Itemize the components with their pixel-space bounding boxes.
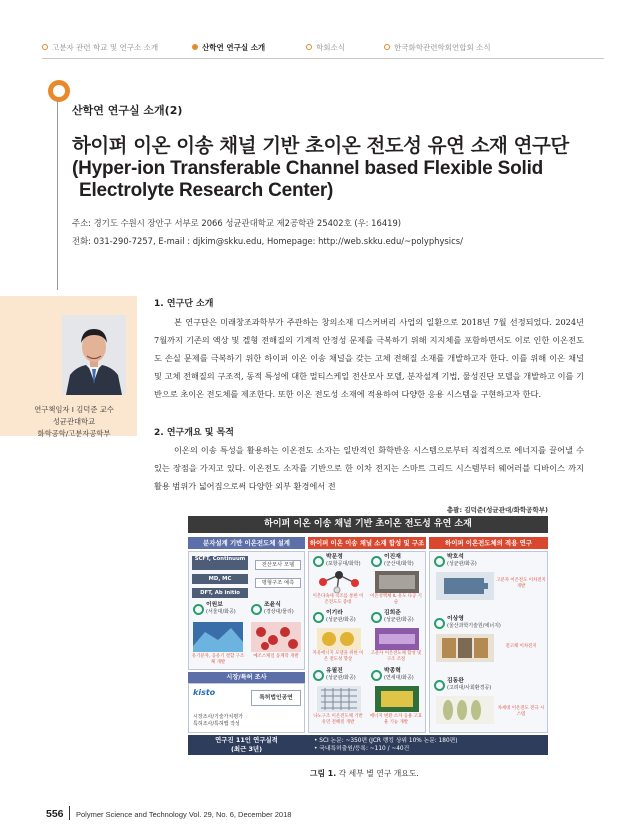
column-head-design: 분자설계 기반 이온전도체 설계	[188, 537, 305, 549]
portrait-image-icon	[62, 315, 126, 395]
synthesis-panel	[308, 551, 426, 733]
researcher-org: (경상대/물리)	[264, 609, 294, 615]
researcher-note: 전고체 이차전지	[505, 644, 537, 649]
column-head-application: 하이퍼 이온전도체의 적용 연구	[429, 537, 548, 549]
nav-divider	[42, 58, 604, 59]
researcher-name: 이상영	[447, 616, 464, 622]
nav-item-schools[interactable]: 고분자 관련 학교 및 연구소 소개	[42, 42, 158, 53]
researcher-icon	[371, 556, 382, 567]
researcher-name: 이기라	[326, 610, 343, 616]
researcher-note: 고분자 이온전도체 합성 및 구조 조절	[370, 651, 422, 662]
researcher-note: 이온성액체 IL 유도 다공 기술	[370, 594, 422, 605]
researcher-note: 에너지 변환 소자 응용 고효율 기능 개발	[369, 714, 423, 725]
researcher-org: (성균관/화공)	[326, 675, 356, 681]
figure-banner: 하이퍼 이온 이송 채널 기반 초이온 전도성 유연 소재	[188, 516, 548, 533]
circle-bullet-icon	[42, 44, 48, 50]
summary-left	[188, 736, 305, 754]
summary-papers: • SCI 논문: ~350편 (JCR 랭킹 상위 10% 논문: 180편)	[314, 738, 458, 744]
sim-box-scft: SCFT, Continuum	[192, 556, 248, 570]
footer-divider	[69, 806, 70, 820]
circle-bullet-icon	[384, 44, 390, 50]
researcher-org: (성균관/화공)	[384, 617, 414, 623]
researcher-name: 조윤식	[264, 602, 281, 608]
patent-firm-logo: 특허법인공연	[251, 690, 301, 706]
market-panel	[188, 683, 305, 733]
molecule-illustration	[317, 571, 361, 593]
researcher-icon	[313, 670, 324, 681]
research-overview-figure	[188, 495, 548, 765]
address-line: 주소: 경기도 수원시 장안구 서부로 2066 성균관대학교 제2공학관 25402호 (우: 16419)	[72, 218, 402, 228]
portrait-photo	[62, 315, 126, 395]
researcher-icon	[434, 556, 445, 567]
column-head-synthesis: 하이퍼 이온 이송 채널 소재 합성 및 구조	[309, 539, 425, 547]
researcher-note: 나노구조 이온전도체 기반 유연 전해질 개발	[313, 714, 363, 725]
circle-bullet-icon	[306, 44, 312, 50]
application-panel	[429, 551, 548, 733]
title-english-line2: Electrolyte Research Center)	[79, 180, 334, 201]
researcher-name: 이진재	[384, 554, 401, 560]
page-number: 556	[46, 808, 64, 820]
researcher-note: 자유에너지 모델을 위한 이온 전도성 향상	[312, 651, 364, 662]
researcher-icon	[313, 612, 324, 623]
device-illustration	[375, 686, 419, 712]
researcher-org: (성균관/화공)	[326, 617, 356, 623]
researcher-org: (군산대/화학)	[384, 561, 414, 567]
section-body-overview: 이온의 이송 특성을 활용하는 이온전도 소자는 일반적인 화학반응 시스템으로부터 직접적으로 에너지를 끌어낼 수 있는 장점을 가지고 있다. 이온전도 소자를 기반으로 한 이차 전지는 스마트 그리드 시스템부터 웨어러블 디바이스 까지 활용 범위가 넓어짐으로써 다양한 외부 환경에서 전	[154, 445, 584, 491]
electrode-illustration	[436, 696, 494, 724]
sim-label-model: 전산모사 모델	[255, 560, 301, 570]
person-affiliation1: 성균관대학교	[52, 417, 96, 426]
page-title-english	[72, 158, 543, 202]
contact-line: 전화: 031-290-7257, E-mail : djkim@skku.edu, Homepage: http://web.skku.edu/~polyphysics/	[72, 236, 463, 246]
journal-footer: Polymer Science and Technology Vol. 29, No. 6, December 2018	[76, 810, 292, 819]
nav-item-lab-intro[interactable]: 산학연 연구실 소개	[192, 42, 265, 53]
nav-item-federation-news[interactable]: 한국화학관련학회연합회 소식	[384, 42, 491, 53]
researcher-org: (성균관/화공)	[447, 561, 477, 567]
researcher-icon	[313, 556, 324, 567]
person-caption	[14, 404, 134, 440]
researcher-note: 메조스케일 동계학 개발	[253, 654, 299, 659]
membrane-structure-illustration	[193, 622, 243, 652]
header-rule	[57, 100, 58, 290]
kisto-logo: kisto	[193, 688, 216, 697]
researcher-name: 김동완	[447, 678, 464, 684]
particle-cluster-illustration	[251, 622, 301, 652]
person-role: 연구책임자 I 김덕준 교수	[34, 405, 114, 414]
researcher-icon	[434, 618, 445, 629]
battery-illustration	[436, 572, 494, 600]
section-heading-overview: 2. 연구개요 및 목적	[154, 428, 234, 438]
porous-material-illustration	[375, 571, 419, 593]
researcher-icon	[193, 604, 204, 615]
section-body-intro: 본 연구단은 미래창조과학부가 주관하는 창의소재 디스커버리 사업의 일환으로 2018년 7월 선정되었다. 2024년 7월까지 기존의 액상 및 겔형 전해질의 기계적 안정성 문제를 극복하기 위해 지지체를 포함하면서도 이로 인한 이온전도도 손실 문제를 극복하기 위한 하이퍼 이온 이송 채널을 갖는 고체 전해질 소재를 개발하고자 한다. 이를 위해 이온 채널 및 고체 전해질의 구조적, 동적 특성에 대한 멀티스케일 전산모사 모델, 분자설계 기법, 물성진단 모델을 개발하고 이를 기반으로 초이온 전도체를 제조한다. 또한 이온 전도성 소재에 적용하여 다양한 응용 시스템을 구현하고자 한다.	[154, 317, 584, 399]
researcher-org: (포항공대/화학)	[326, 561, 361, 567]
researcher-name: 박문정	[326, 554, 343, 560]
design-panel	[188, 551, 305, 670]
researcher-org: (연세대/화공)	[384, 675, 414, 681]
market-patent-head: 시장/특허 조사	[188, 672, 305, 683]
researcher-note: 차세대 이온전도 전극 시스템	[497, 706, 545, 717]
micelle-illustration	[317, 628, 361, 650]
sim-box-md: MD, MC	[192, 574, 248, 584]
figure-caption	[310, 768, 419, 779]
person-affiliation2: 화학공학/고분자공학부	[37, 429, 111, 438]
ring-logo-icon	[48, 80, 70, 102]
researcher-org: (울산과학기술원/에너지)	[447, 623, 501, 629]
researcher-org: (서울대/화공)	[206, 609, 236, 615]
sim-box-dft: DFT, Ab initio	[192, 588, 248, 598]
series-label: 산학연 연구실 소개(2)	[72, 104, 183, 117]
nav-item-society-news[interactable]: 학회소식	[306, 42, 345, 53]
summary-patents: • 국내특허출원/등록: ~110 / ~40건	[314, 746, 410, 752]
researcher-icon	[371, 612, 382, 623]
researcher-name: 김희준	[384, 610, 401, 616]
top-navigation	[42, 38, 604, 58]
researcher-name: 이원보	[206, 602, 223, 608]
figure-summary-bar	[188, 735, 548, 755]
lattice-illustration	[317, 686, 361, 712]
researcher-name: 박종혁	[384, 668, 401, 674]
researcher-note: 고분자 이온전도 이차전지 개발	[496, 578, 546, 589]
contact-block	[72, 214, 463, 250]
researcher-icon	[434, 680, 445, 691]
summary-period: (최근 3년)	[230, 745, 263, 753]
researcher-icon	[371, 670, 382, 681]
researcher-org: (고려대/사회환경공)	[447, 685, 492, 691]
researcher-note: 이온다속세 직조를 통한 이온전도도 증대	[312, 594, 364, 605]
circle-bullet-icon	[192, 44, 198, 50]
researcher-name: 박호석	[447, 554, 464, 560]
film-structure-illustration	[375, 628, 419, 650]
cell-stack-illustration	[436, 634, 494, 662]
researcher-icon	[251, 604, 262, 615]
summary-right	[314, 737, 458, 753]
caption-label: 그림 1.	[310, 769, 337, 778]
title-english-line1: (Hyper-ion Transferable Channel based Flexible Solid	[72, 158, 544, 179]
market-note: 시장조사/기술가치평가 특허조사/특허맵 작성	[193, 714, 243, 727]
page-title-korean: 하이퍼 이온 이송 채널 기반 초이온 전도성 유연 소재 연구단	[72, 134, 569, 157]
researcher-note: 유기분자, 공유기 결합 구조체 개발	[191, 654, 245, 665]
summary-title: 연구진 11인 연구실적	[215, 736, 278, 744]
caption-text: 각 세부 별 연구 개요도.	[336, 769, 419, 778]
figure-credit: 총괄: 김덕준(성균관대/화학공학부)	[446, 506, 548, 514]
sim-label-predict: 평형구조 예측	[255, 578, 301, 588]
researcher-name: 유필진	[326, 668, 343, 674]
section-heading-intro: 1. 연구단 소개	[154, 299, 214, 309]
